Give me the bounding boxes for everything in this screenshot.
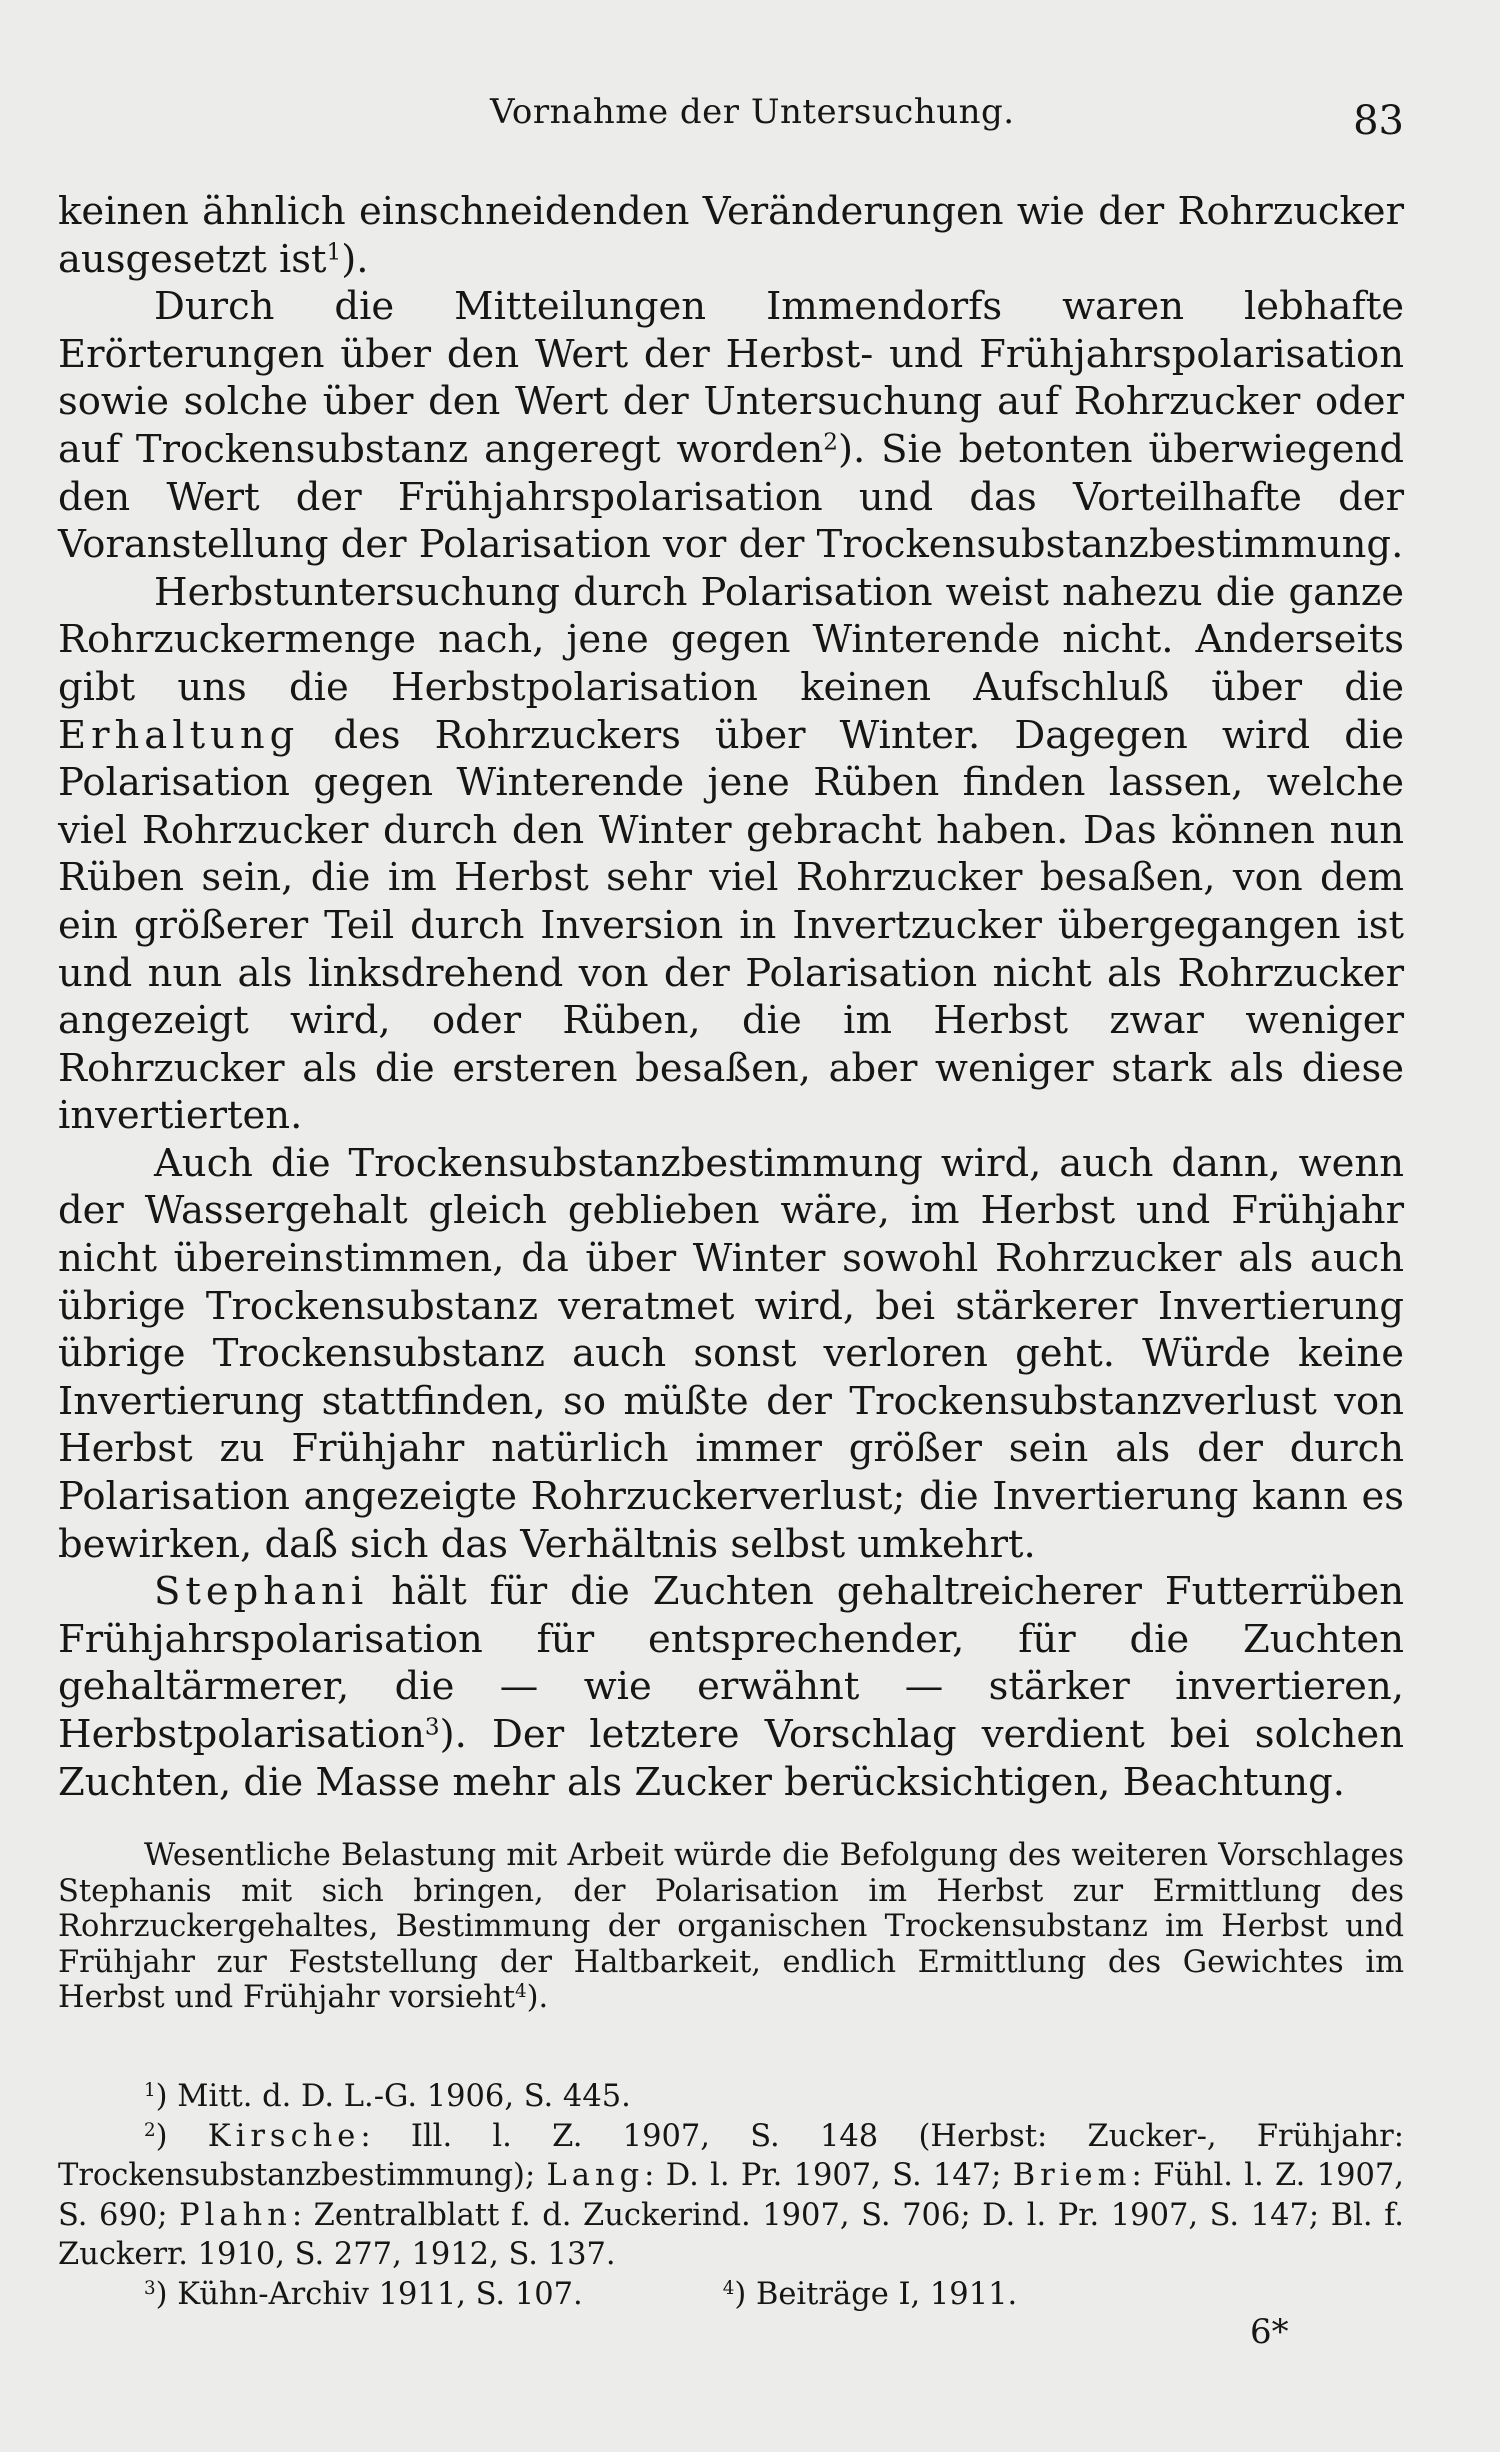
footnote-4: $^4$) Beiträge I, 1911. — [722, 2276, 1018, 2312]
footnote-row — [58, 2275, 1404, 2315]
running-title: Vornahme der Untersuchung. — [490, 92, 1015, 132]
small-print-paragraph: Wesentliche Belastung mit Arbeit würde die Befolgung des weiteren Vorschlages Stephanis mit sich bringen, der Polarisation im Herbst zur Ermittlung des Rohrzuckergehaltes, Bestimmung der organischen Trockensubstanz im Herbst und Frühjahr zur Feststellung der Haltbarkeit, endlich Ermittlung des Gewichtes im Herbst und Frühjahr vorsieht$^4$). — [58, 1838, 1404, 2015]
paragraph: Durch die Mitteilungen Immendorfs waren lebhafte Erörterungen über den Wert der Herbst- und Frühjahrspolarisation sowie solche über den Wert der Untersuchung auf Rohrzucker oder auf Trockensubstanz angeregt worden$^2$). Sie betonten überwiegend den Wert der Frühjahrspolarisation und das Vorteilhafte der Voranstellung der Polarisation vor der Trockensubstanzbestimmung. — [58, 284, 1404, 568]
footnote-ref: 3 — [424, 1714, 440, 1741]
emphasis: Erhaltung — [58, 712, 300, 758]
signature-mark: 6* — [1250, 2312, 1289, 2352]
footnote-ref: 1 — [326, 238, 342, 265]
footnote-ref: 2 — [823, 429, 838, 456]
page-header — [58, 92, 1404, 152]
footnote-ref: 4 — [514, 1980, 527, 2002]
paragraph: Herbstuntersuchung durch Polarisation weist nahezu die ganze Rohrzuckermenge nach, jene gegen Winterende nicht. Anderseits gibt uns die Herbstpolarisation keinen Aufschluß über die Erhaltung des Rohrzuckers über Winter. Dagegen wird die Polarisation gegen Winterende jene Rüben finden lassen, welche viel Rohrzucker durch den Winter gebracht haben. Das können nun Rüben sein, die im Herbst sehr viel Rohrzucker besaßen, von dem ein größerer Teil durch Inversion in Invertzucker übergegangen ist und nun als linksdrehend von der Polarisation nicht als Rohrzucker angezeigt wird, oder Rüben, die im Herbst zwar weniger Rohrzucker als die ersteren besaßen, aber weniger stark als diese invertierten. — [58, 569, 1404, 1139]
footnotes — [58, 2077, 1404, 2314]
footnote-2: $^2$) Kirsche: Ill. l. Z. 1907, S. 148 (Herbst: Zucker-, Frühjahr: Trockensubstanzbestimmung); Lang: D. l. Pr. 1907, S. 147; Briem: Fühl. l. Z. 1907, S. 690; Plahn: Zentralblatt f. d. Zuckerind. 1907, S. 706; D. l. Pr. 1907, S. 147; Bl. f. Zuckerr. 1910, S. 277, 1912, S. 137. — [58, 2118, 1405, 2272]
paragraph: Stephani hält für die Zuchten gehaltreicherer Futterrüben Frühjahrspolarisation für entsprechender, für die Zuchten gehaltärmerer, die — wie erwähnt — stärker invertieren, Herbstpolarisation$^3$). Der letztere Vorschlag verdient bei solchen Zuchten, die Masse mehr als Zucker berücksichtigen, Beachtung. — [58, 1569, 1404, 1805]
author-name: Stephani — [154, 1569, 369, 1615]
footnote-3: $^3$) Kühn-Archiv 1911, S. 107. — [144, 2276, 583, 2312]
page-number: 83 — [1353, 98, 1404, 144]
paragraph: Auch die Trockensubstanzbestimmung wird, auch dann, wenn der Wassergehalt gleich geblieben wäre, im Herbst und Frühjahr nicht übereinstimmen, da über Winter sowohl Rohrzucker als auch übrige Trockensubstanz veratmet wird, bei stärkerer Invertierung übrige Trockensubstanz auch sonst verloren geht. Würde keine Invertierung stattfinden, so müßte der Trockensubstanzverlust von Herbst zu Frühjahr natürlich immer größer sein als der durch Polarisation angezeigte Rohrzuckerverlust; die Invertierung kann es bewirken, daß sich das Verhältnis selbst umkehrt. — [58, 1140, 1404, 1567]
main-text — [58, 188, 1404, 1806]
paragraph: keinen ähnlich einschneidenden Veränderungen wie der Rohrzucker ausgesetzt ist$^1$). — [58, 189, 1404, 282]
footnote-1: $^1$) Mitt. d. D. L.-G. 1906, S. 445. — [144, 2079, 631, 2114]
